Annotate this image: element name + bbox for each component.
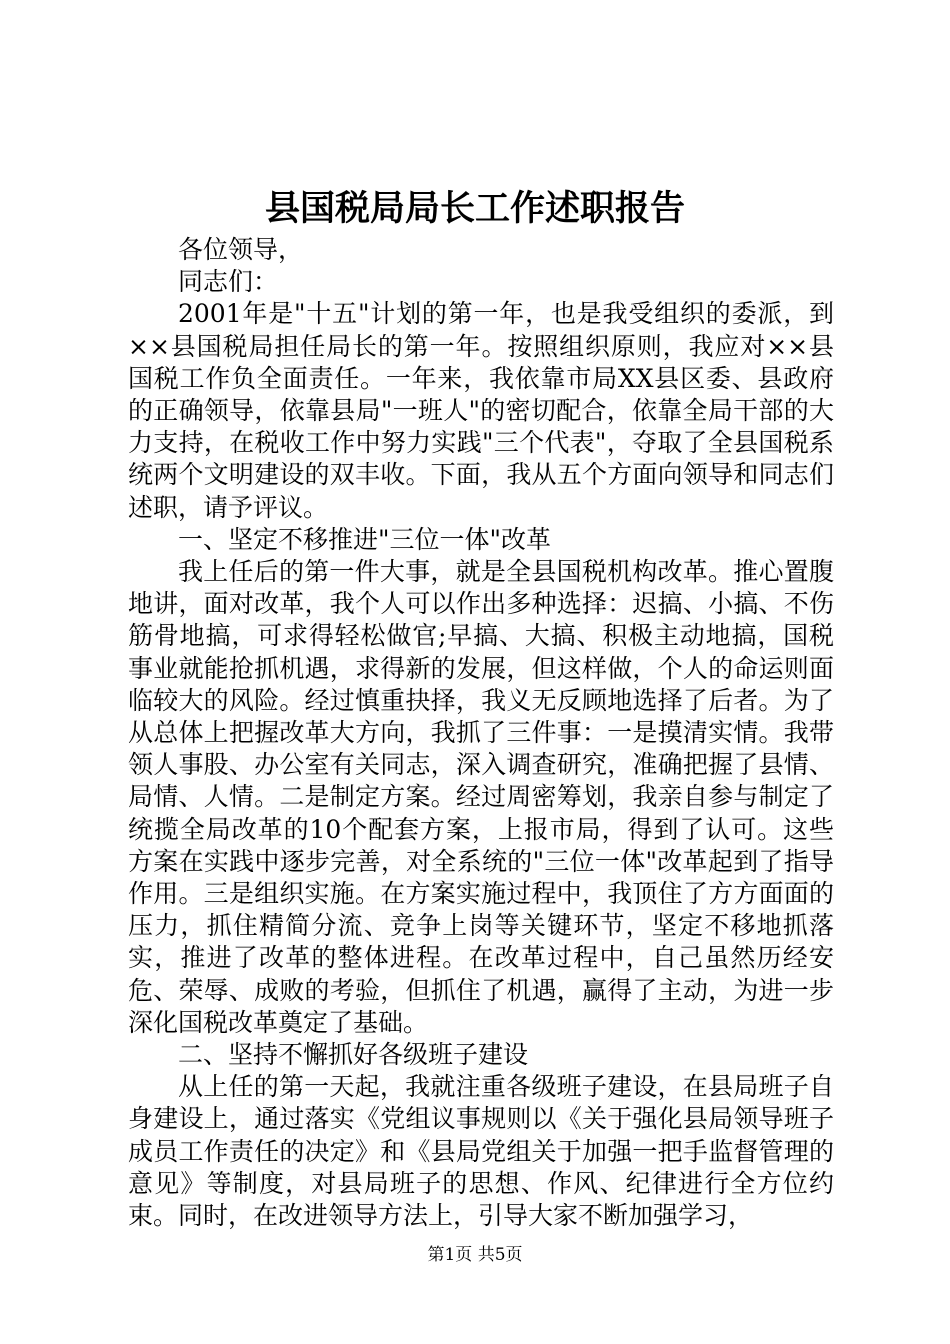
salutation-comrades: 同志们： <box>178 267 279 297</box>
section-heading-2: 二、坚持不懈抓好各级班子建设 <box>178 1040 529 1070</box>
intro-paragraph: 2001年是"十五"计划的第一年，也是我受组织的委派，到××县国税局担任局长的第一年。按照组织原则，我应对××县国税工作负全面责任。一年来，我依靠市局XX县区委、县政府的正确领导，依靠县局"一班人"的密切配合，依靠全局干部的大力支持，在税收工作中努力实践"三个代表"，夺取了全县国税系统两个文明建设的双丰收。下面，我从五个方面向领导和同志们述职，请予评议。 <box>128 299 834 522</box>
salutation-leaders: 各位领导， <box>178 235 304 264</box>
section-heading-1: 一、坚定不移推进"三位一体"改革 <box>178 524 551 554</box>
document-body <box>128 234 834 1232</box>
document-title: 县国税局局长工作述职报告 <box>264 188 685 229</box>
section-2-paragraph: 从上任的第一天起，我就注重各级班子建设，在县局班子自身建设上，通过落实《党组议事规则以《关于强化县局领导班子成员工作责任的决定》和《县局党组关于加强一把手监督管理的意见》等制度，对县局班子的思想、作风、纪律进行全方位约束。同时，在改进领导方法上，引导大家不断加强学习， <box>128 1072 834 1231</box>
section-1-paragraph: 我上任后的第一件大事，就是全县国税机构改革。推心置腹地讲，面对改革，我个人可以作出多种选择：迟搞、小搞、不伤筋骨地搞，可求得轻松做官;早搞、大搞、积极主动地搞，国税事业就能抢抓机遇，求得新的发展，但这样做，个人的命运则面临较大的风险。经过慎重抉择，我义无反顾地选择了后者。为了从总体上把握改革大方向，我抓了三件事：一是摸清实情。我带领人事股、办公室有关同志，深入调查研究，准确把握了县情、局情、人情。二是制定方案。经过周密筹划，我亲自参与制定了统揽全局改革的10个配套方案，上报市局，得到了认可。这些方案在实践中逐步完善，对全系统的"三位一体"改革起到了指导作用。三是组织实施。在方案实施过程中，我顶住了方方面面的压力，抓住精简分流、竞争上岗等关键环节，坚定不移地抓落实，推进了改革的整体进程。在改革过程中，自己虽然历经安危、荣辱、成败的考验，但抓住了机遇，赢得了主动，为进一步深化国税改革奠定了基础。 <box>128 557 834 1037</box>
page-footer: 第1页 共5页 <box>427 1245 523 1265</box>
